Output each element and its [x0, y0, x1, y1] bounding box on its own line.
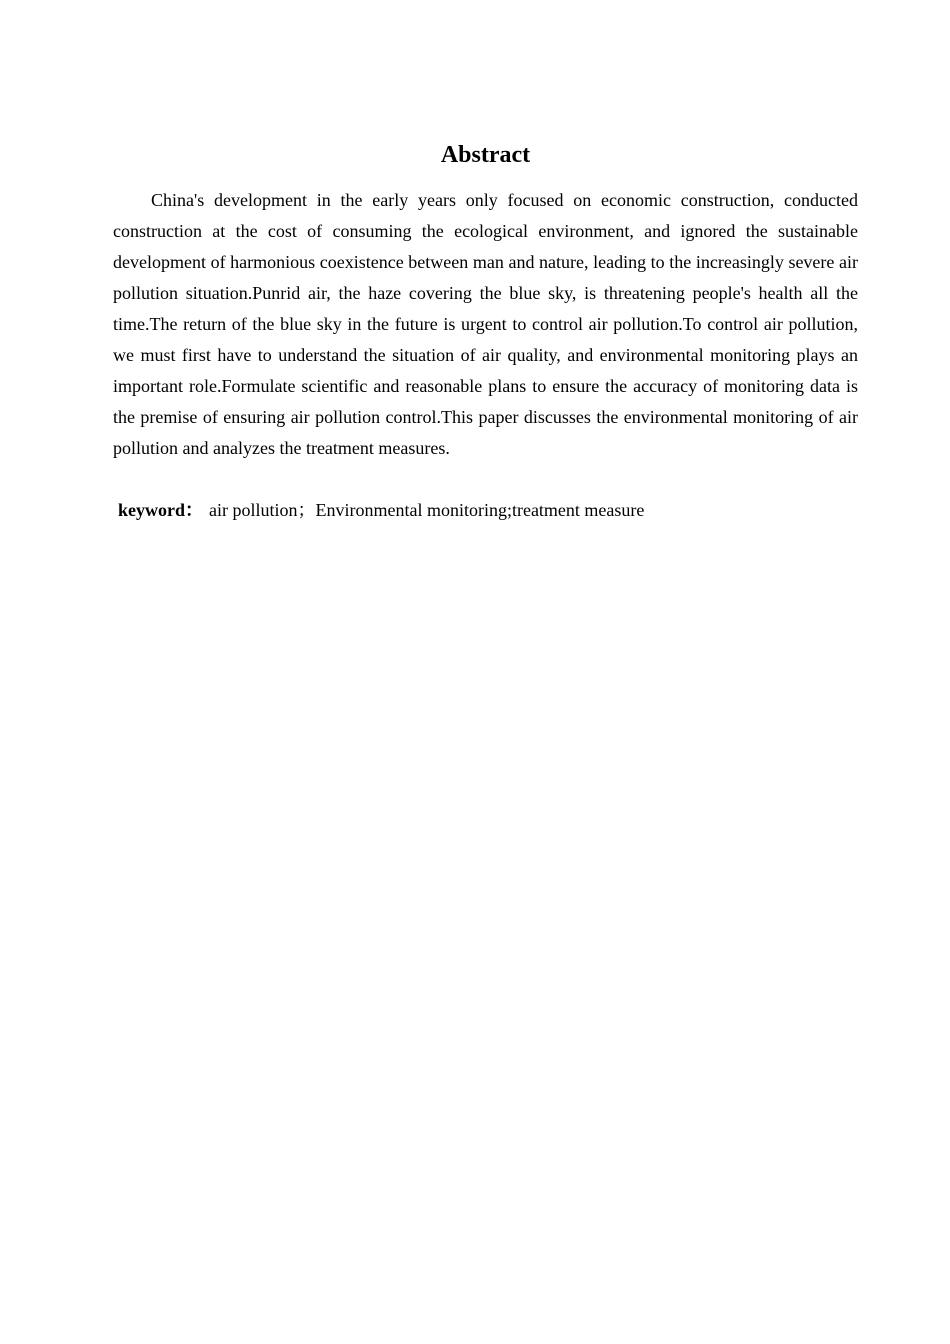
abstract-paragraph: China's development in the early years only focused on economic construction, conducted construction at the cost of consuming the ecological environment, and ignored the sustainable development of harmonious coexistence between man and nature, leading to the increasingly severe air pollution situation.Punrid air, the haze covering the blue sky, is threatening people's health all the time.The return of the blue sky in the future is urgent to control air pollution.To control air pollution, we must first have to understand the situation of air quality, and environmental monitoring plays an important role.Formulate scientific and reasonable plans to ensure the accuracy of monitoring data is the premise of ensuring air pollution control.This paper discusses the environmental monitoring of air pollution and analyzes the treatment measures. — [113, 190, 858, 458]
keywords-line — [118, 496, 858, 524]
keywords-label: keyword： — [118, 500, 203, 520]
abstract-title: Abstract — [440, 142, 531, 168]
keywords-text: air pollution；Environmental monitoring;treatment measure — [209, 500, 645, 520]
